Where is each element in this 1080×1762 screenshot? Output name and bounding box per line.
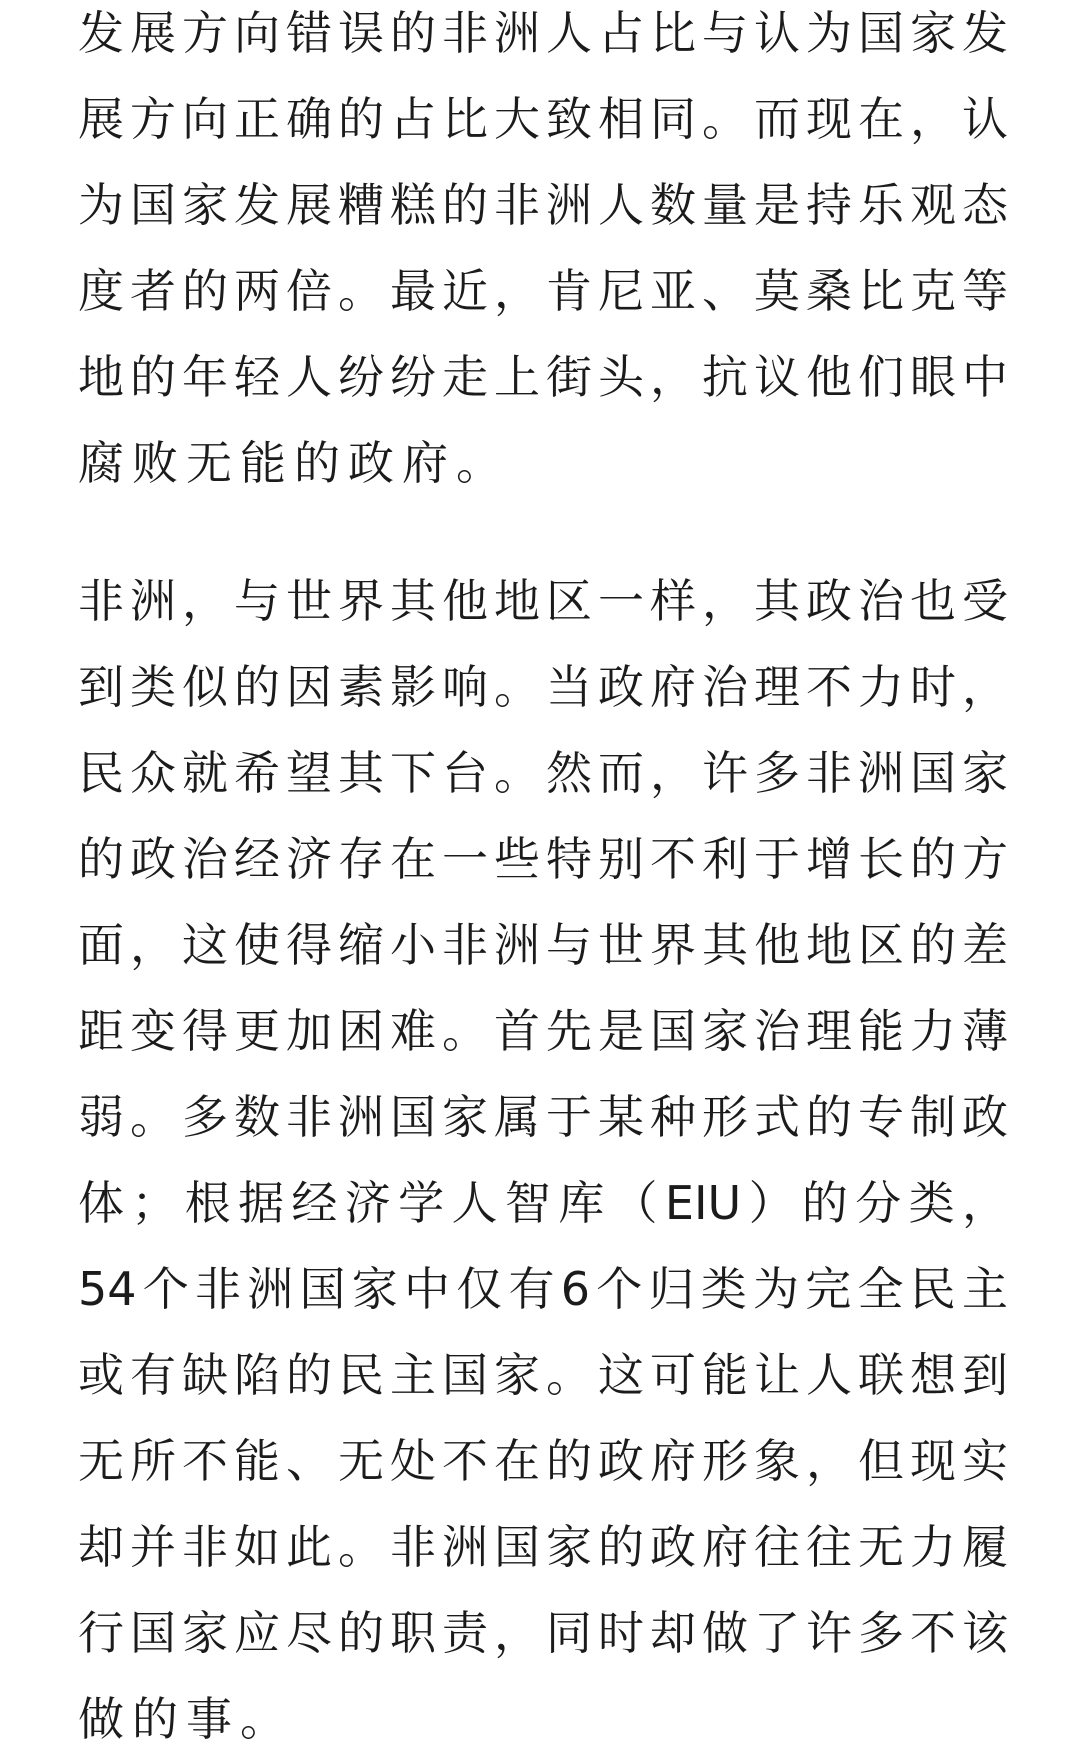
- text-line: 到类似的因素影响。当政府治理不力时，: [78, 660, 1008, 714]
- text-line: 距变得更加困难。首先是国家治理能力薄: [78, 1004, 1008, 1058]
- paragraph-1: [78, 0, 1008, 506]
- text-line: 54个非洲国家中仅有6个归类为完全民主: [78, 1262, 1008, 1316]
- text-line: 弱。多数非洲国家属于某种形式的专制政: [78, 1090, 1008, 1144]
- text-line: 展方向正确的占比大致相同。而现在，认: [78, 92, 1008, 146]
- text-line: 体；根据经济学人智库（EIU）的分类，: [78, 1176, 1008, 1230]
- text-line: 度者的两倍。最近，肯尼亚、莫桑比克等: [78, 264, 1008, 318]
- text-line: 非洲，与世界其他地区一样，其政治也受: [78, 574, 1008, 628]
- text-line: 面，这使得缩小非洲与世界其他地区的差: [78, 918, 1008, 972]
- text-line: 却并非如此。非洲国家的政府往往无力履: [78, 1520, 1008, 1574]
- text-line: 的政治经济存在一些特别不利于增长的方: [78, 832, 1008, 886]
- text-line: 民众就希望其下台。然而，许多非洲国家: [78, 746, 1008, 800]
- text-line: 为国家发展糟糕的非洲人数量是持乐观态: [78, 178, 1008, 232]
- text-line: 发展方向错误的非洲人占比与认为国家发: [78, 6, 1008, 60]
- text-line: 地的年轻人纷纷走上街头，抗议他们眼中: [78, 350, 1008, 404]
- text-line: 无所不能、无处不在的政府形象，但现实: [78, 1434, 1008, 1488]
- text-line: 行国家应尽的职责，同时却做了许多不该: [78, 1606, 1008, 1660]
- text-line: 腐败无能的政府。: [78, 436, 510, 490]
- text-line: 或有缺陷的民主国家。这可能让人联想到: [78, 1348, 1008, 1402]
- paragraph-2: [78, 558, 1008, 1762]
- text-line: 做的事。: [78, 1692, 294, 1746]
